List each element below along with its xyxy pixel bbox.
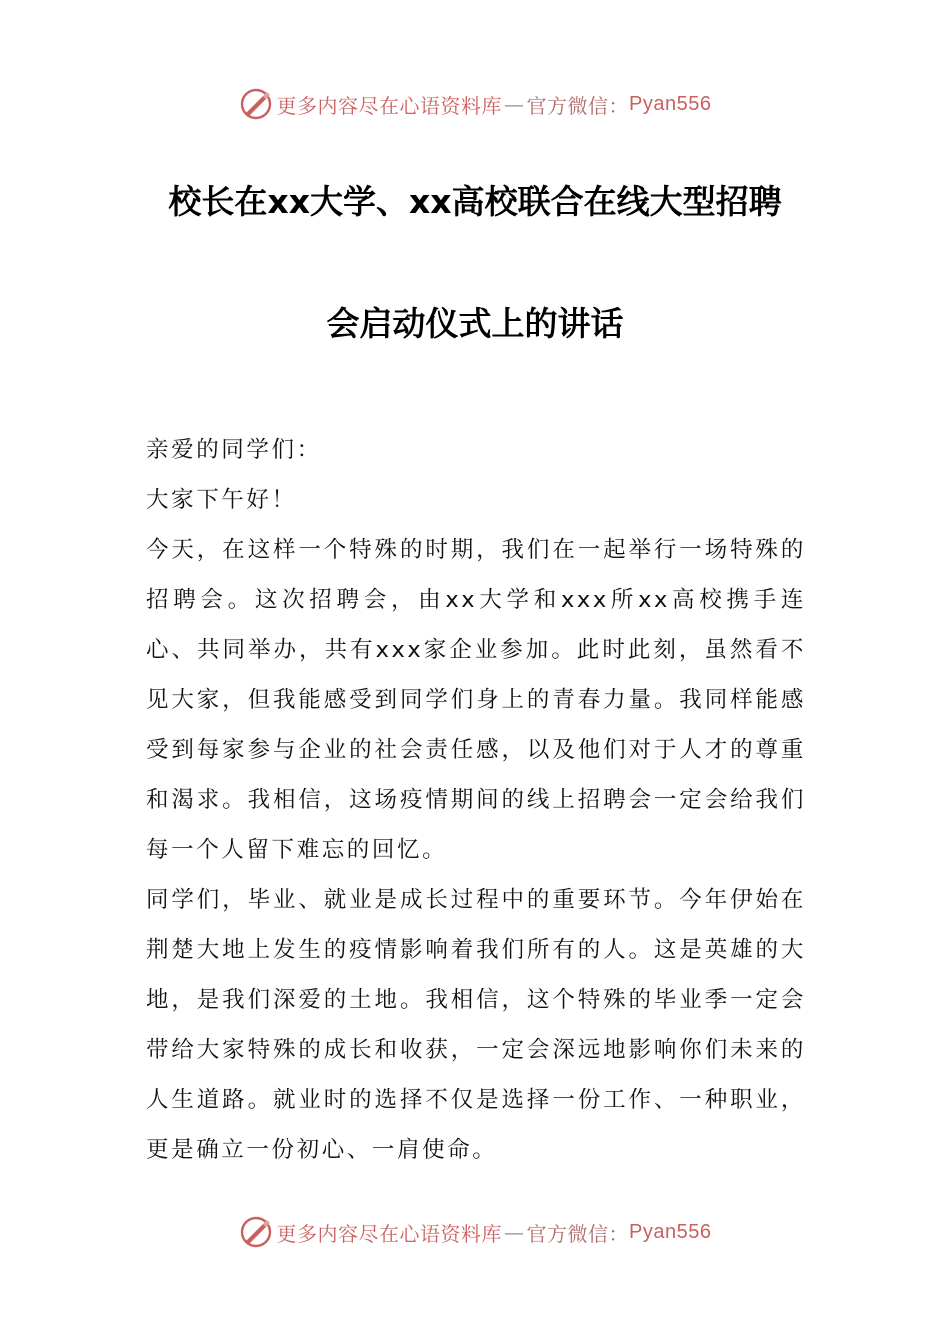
watermark-banner-bottom xyxy=(0,1212,950,1252)
body-paragraph: 今天，在这样一个特殊的时期，我们在一起举行一场特殊的招聘会。这次招聘会，由xx大学和xxx所xx高校携手连心、共同举办，共有xxx家企业参加。此时此刻，虽然看不见大家，但我能感受到同学们身上的青春力量。我同样能感受到每家参与企业的社会责任感，以及他们对于人才的尊重和渴求。我相信，这场疫情期间的线上招聘会一定会给我们每一个人留下难忘的回忆。 xyxy=(146,537,806,863)
watermark-wechat-label: 官方微信： xyxy=(526,93,630,118)
body-paragraph: 同学们，毕业、就业是成长过程中的重要环节。今年伊始在荆楚大地上发生的疫情影响着我们所有的人。这是英雄的大地，是我们深爱的土地。我相信，这个特殊的毕业季一定会带给大家特殊的成长和收获，一定会深远地影响你们未来的人生道路。就业时的选择不仅是选择一份工作、一种职业，更是确立一份初心、一肩使命。 xyxy=(146,887,806,1163)
watermark-brand-text: 更多内容尽在心语资料库 xyxy=(276,1221,503,1246)
watermark-separator: — xyxy=(504,92,525,116)
watermark-wechat-id: Pyan556 xyxy=(629,92,712,115)
document-title-line-1: 校长在xx大学、xx高校联合在线大型招聘 xyxy=(168,182,782,221)
watermark-brand-text: 更多内容尽在心语资料库 xyxy=(276,93,503,118)
watermark-wechat-id: Pyan556 xyxy=(629,1220,712,1243)
pen-logo-icon xyxy=(239,87,273,121)
watermark-banner-top xyxy=(0,84,950,124)
salutation: 亲爱的同学们： xyxy=(146,437,322,463)
pen-logo-icon xyxy=(239,1215,273,1249)
watermark-separator: — xyxy=(504,1220,525,1244)
document-title-line-2: 会启动仪式上的讲话 xyxy=(326,304,624,343)
greeting: 大家下午好！ xyxy=(146,487,297,513)
watermark-wechat-label: 官方微信： xyxy=(526,1221,630,1246)
document-body xyxy=(146,425,806,1175)
